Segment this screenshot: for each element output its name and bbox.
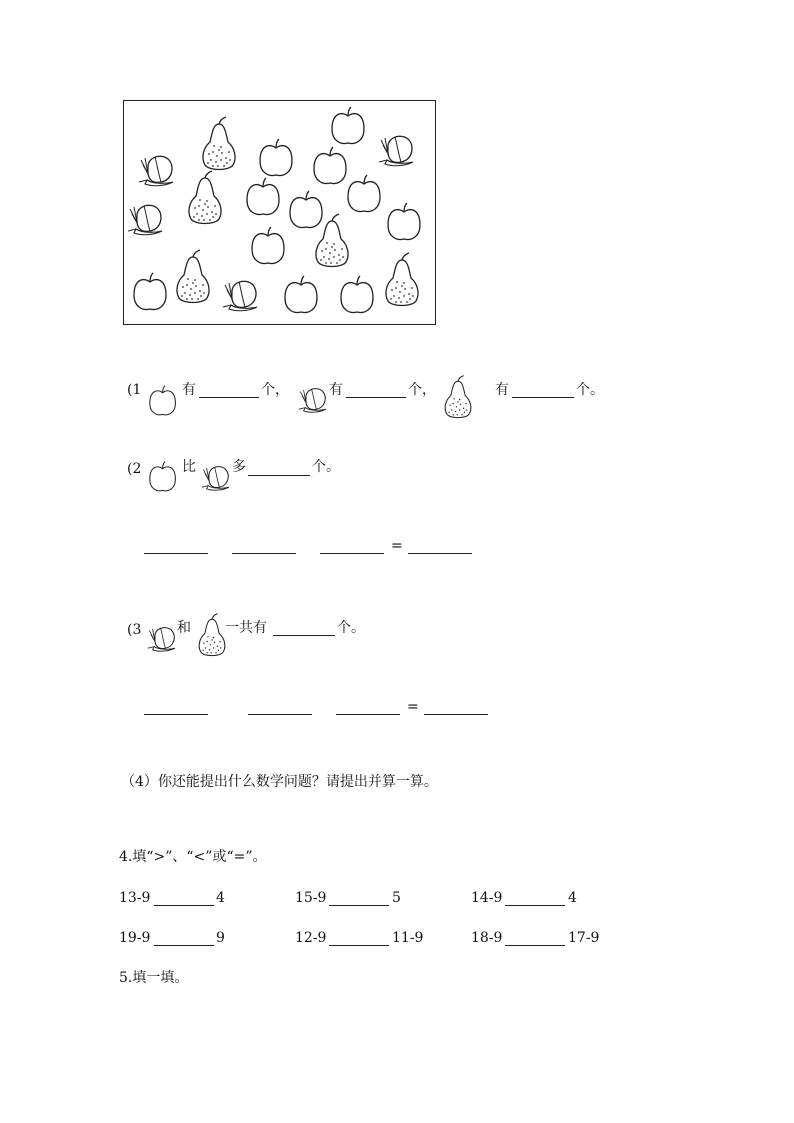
unit-label: 个。 bbox=[337, 620, 365, 636]
pear-icon bbox=[316, 214, 348, 267]
comparison-left: 18-9 bbox=[471, 930, 503, 946]
comparison-blank[interactable] bbox=[329, 945, 389, 946]
question-number: (2 bbox=[127, 461, 142, 477]
apple-icon bbox=[314, 147, 346, 183]
answer-blank[interactable] bbox=[512, 397, 574, 398]
apple-icon bbox=[134, 273, 166, 309]
fruit-picture bbox=[0, 0, 794, 400]
and-label: 和 bbox=[177, 620, 191, 636]
section-5-title: 5.填一填。 bbox=[119, 970, 189, 986]
comparison-right: 5 bbox=[392, 890, 401, 906]
question-number: (3 bbox=[127, 622, 142, 638]
pear-icon bbox=[177, 250, 209, 303]
equals-sign: = bbox=[391, 538, 403, 554]
apple-icon bbox=[247, 178, 279, 214]
has-label: 有 bbox=[182, 382, 196, 398]
comparison-blank[interactable] bbox=[505, 945, 565, 946]
peach-icon bbox=[298, 386, 328, 416]
unit-label: 个。 bbox=[576, 382, 604, 398]
answer-blank[interactable] bbox=[346, 397, 406, 398]
equation-blank[interactable] bbox=[424, 714, 488, 715]
pear-icon bbox=[386, 253, 418, 306]
section-4-title: 4.填“>”、“<”或“=”。 bbox=[119, 849, 267, 865]
apple-icon bbox=[348, 175, 380, 211]
apple-icon bbox=[285, 276, 317, 312]
equation-blank[interactable] bbox=[144, 553, 208, 554]
peach-icon bbox=[223, 281, 257, 310]
equation-blank[interactable] bbox=[232, 553, 296, 554]
apple-icon bbox=[149, 468, 179, 498]
apple-icon bbox=[149, 392, 179, 422]
comparison-right: 9 bbox=[216, 930, 225, 946]
peach-icon bbox=[201, 464, 231, 494]
equation-blank[interactable] bbox=[320, 553, 384, 554]
pear-icon bbox=[196, 612, 226, 654]
comparison-blank[interactable] bbox=[154, 905, 214, 906]
answer-blank[interactable] bbox=[248, 475, 310, 476]
comparison-right: 4 bbox=[216, 890, 225, 906]
comparison-blank[interactable] bbox=[505, 905, 565, 906]
apple-icon bbox=[290, 191, 322, 227]
question-number: (1 bbox=[127, 382, 142, 398]
equals-sign: = bbox=[407, 699, 419, 715]
unit-label: 个。 bbox=[312, 459, 340, 475]
pear-icon bbox=[189, 171, 221, 224]
comparison-blank[interactable] bbox=[154, 945, 214, 946]
has-label: 有 bbox=[495, 382, 509, 398]
apple-icon bbox=[388, 203, 420, 239]
comparison-left: 19-9 bbox=[119, 930, 151, 946]
comparison-blank[interactable] bbox=[329, 905, 389, 906]
comparison-right: 11-9 bbox=[392, 930, 424, 946]
apple-icon bbox=[332, 107, 364, 143]
equation-blank[interactable] bbox=[408, 553, 472, 554]
pear-icon bbox=[203, 117, 235, 170]
compare-label: 比 bbox=[182, 459, 196, 475]
peach-icon bbox=[379, 136, 413, 165]
comparison-left: 14-9 bbox=[471, 890, 503, 906]
apple-icon bbox=[252, 227, 284, 263]
pear-icon bbox=[442, 374, 472, 416]
comparison-left: 12-9 bbox=[295, 930, 327, 946]
equation-blank[interactable] bbox=[336, 714, 400, 715]
unit-label: 个， bbox=[408, 382, 436, 398]
apple-icon bbox=[341, 276, 373, 312]
question-4-text: （4）你还能提出什么数学问题？请提出并算一算。 bbox=[121, 774, 438, 790]
total-label: 一共有 bbox=[225, 620, 267, 636]
comparison-left: 15-9 bbox=[295, 890, 327, 906]
answer-blank[interactable] bbox=[199, 397, 259, 398]
equation-blank[interactable] bbox=[248, 714, 312, 715]
peach-icon bbox=[147, 625, 177, 655]
peach-icon bbox=[139, 156, 173, 185]
more-label: 多 bbox=[232, 459, 246, 475]
answer-blank[interactable] bbox=[273, 635, 335, 636]
comparison-right: 4 bbox=[568, 890, 577, 906]
peach-icon bbox=[128, 205, 162, 234]
comparison-left: 13-9 bbox=[119, 890, 151, 906]
comparison-right: 17-9 bbox=[568, 930, 600, 946]
unit-label: 个， bbox=[261, 382, 289, 398]
equation-blank[interactable] bbox=[144, 714, 208, 715]
has-label: 有 bbox=[329, 382, 343, 398]
apple-icon bbox=[260, 139, 292, 175]
